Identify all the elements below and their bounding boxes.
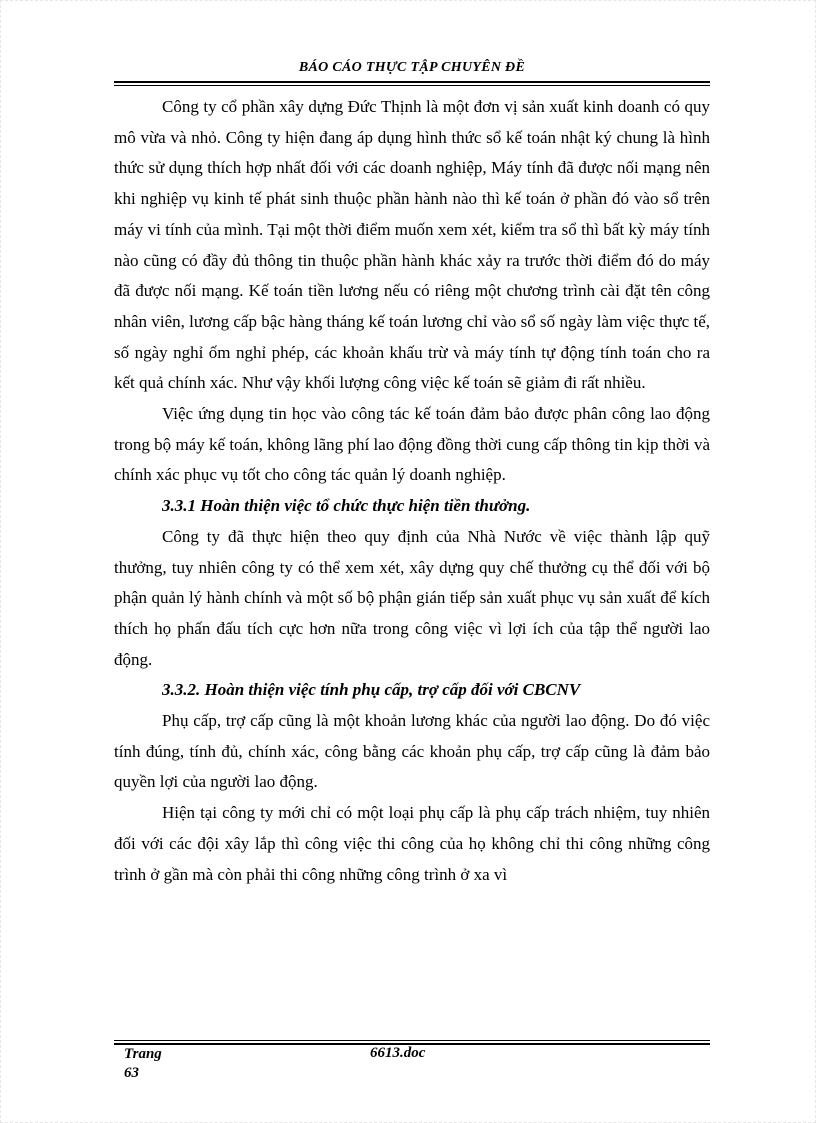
section-heading-3-3-1: 3.3.1 Hoàn thiện việc tổ chức thực hiện tiền thưởng. (162, 496, 531, 516)
paragraph-4: Phụ cấp, trợ cấp cũng là một khoản lương khác của người lao động. Do đó việc tính đúng, tính đủ, chính xác, công bằng các khoản phụ cấp, trợ cấp cũng là đảm bảo quyền lợi của người lao động. (114, 711, 710, 792)
paragraph-1: Công ty cổ phần xây dựng Đức Thịnh là một đơn vị sản xuất kinh doanh có quy mô vừa và nhỏ. Công ty hiện đang áp dụng hình thức sổ kế toán nhật ký chung là hình thức sử dụng thích hợp nhất đối với các doanh nghiệp, Máy tính đã được nối mạng nên khi nghiệp vụ kinh tế phát sinh thuộc phần hành nào thì kế toán ở phần đó vào sổ trên máy vi tính của mình. Tại một thời điểm muốn xem xét, kiểm tra sổ thì bất kỳ máy tính nào cũng có đầy đủ thông tin thuộc phần hành khác xảy ra trước thời điểm đó do máy đã được nối mạng. Kế toán tiền lương nếu có riêng một chương trình cài đặt tên công nhân viên, lương cấp bậc hàng tháng kế toán lương chỉ vào sổ số ngày làm việc thực tế, số ngày nghỉ ốm nghỉ phép, các khoản khấu trừ và máy tính tự động tính toán cho ra kết quả chính xác. Như vậy khối lượng công việc kế toán sẽ giảm đi rất nhiều. (114, 97, 710, 393)
document-body (114, 92, 710, 890)
paragraph-5: Hiện tại công ty mới chỉ có một loại phụ cấp là phụ cấp trách nhiệm, tuy nhiên đối với các đội xây lắp thì công việc thi công của họ không chỉ thi công những công trình ở gần mà còn phải thi công những công trình ở xa vì (114, 803, 710, 884)
footer-rule-thin (114, 1040, 710, 1041)
header-title: BÁO CÁO THỰC TẬP CHUYÊN ĐỀ (298, 60, 526, 75)
header-rule-thin (114, 85, 710, 86)
page-label: Trang (124, 1046, 162, 1062)
section-heading-3-3-2: 3.3.2. Hoàn thiện việc tính phụ cấp, trợ cấp đối với CBCNV (162, 680, 581, 700)
paragraph-2: Việc ứng dụng tin học vào công tác kế toán đảm bảo được phân công lao động trong bộ máy kế toán, không lãng phí lao động đồng thời cung cấp thông tin kịp thời và chính xác phục vụ tốt cho công tác quản lý doanh nghiệp. (114, 404, 710, 485)
page-number: 63 (124, 1065, 139, 1081)
footer-page-info (124, 1045, 162, 1083)
footer-file-name: 6613.doc (370, 1045, 426, 1061)
paragraph-3: Công ty đã thực hiện theo quy định của Nhà Nước về việc thành lập quỹ thưởng, tuy nhiên công ty có thể xem xét, xây dựng quy chế thưởng cụ thể đối với bộ phận quản lý hành chính và một số bộ phận gián tiếp sản xuất phục vụ sản xuất để kích thích họ phấn đấu tích cực hơn nữa trong công việc vì lợi ích của tập thể người lao động. (114, 526, 710, 669)
header-rule (114, 81, 710, 83)
